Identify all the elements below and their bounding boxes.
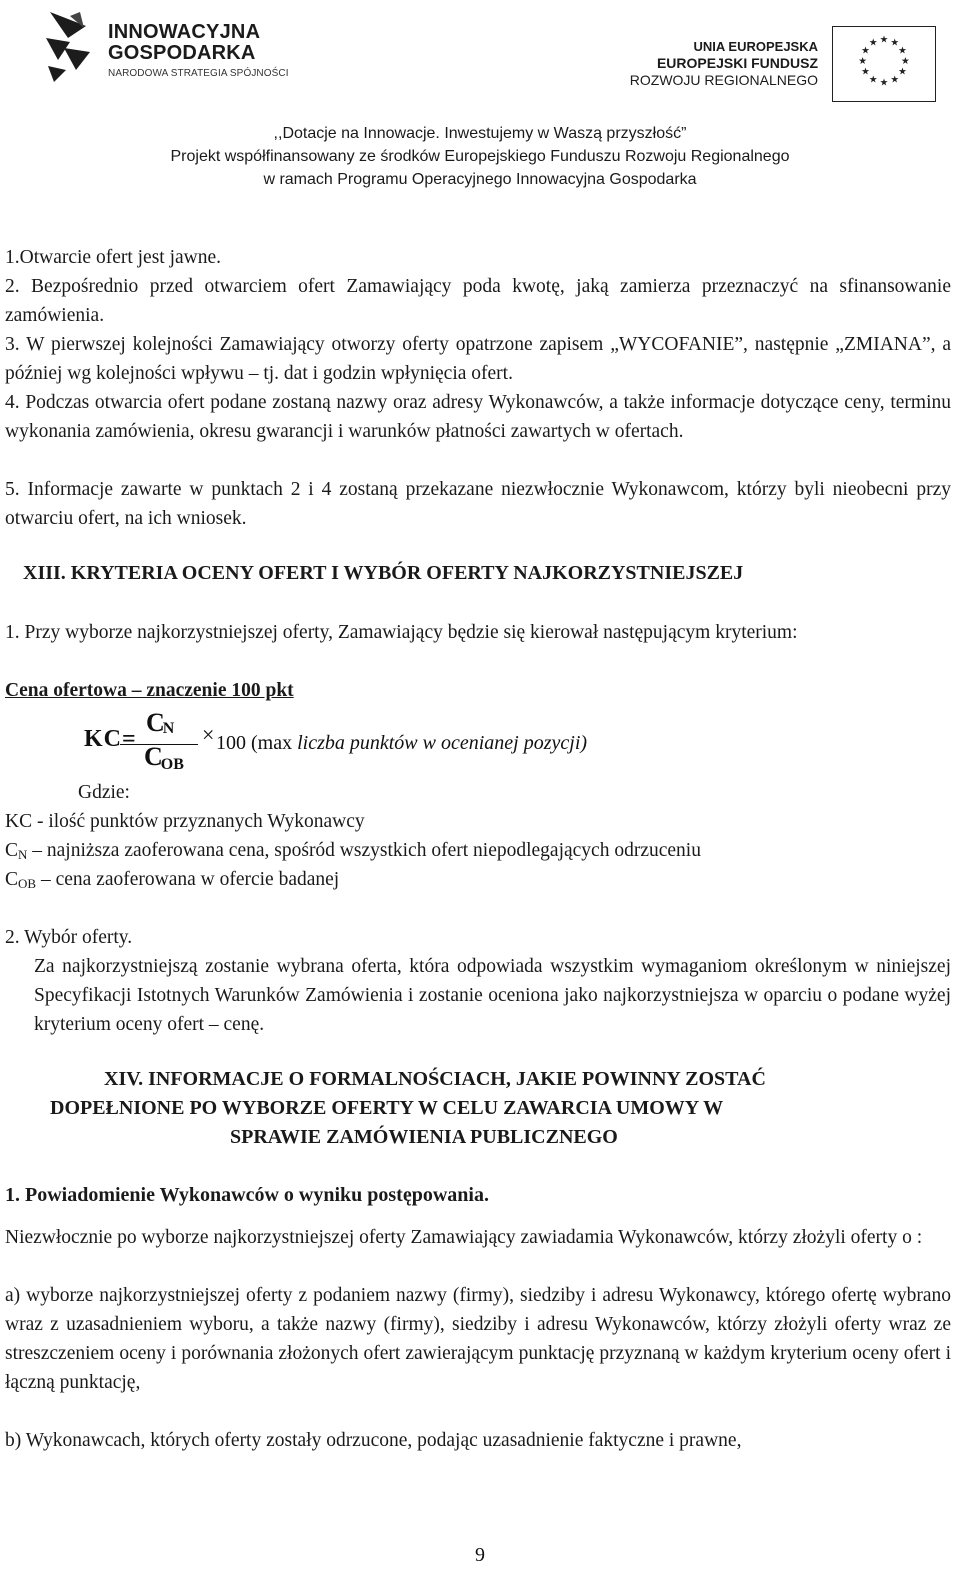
logo-left-line1: INNOWACYJNA bbox=[108, 21, 261, 43]
header-tagline-2: Projekt współfinansowany ze środków Europejskiego Funduszu Rozwoju Regionalnego bbox=[170, 148, 790, 165]
def-cob-text: – cena zaoferowana w ofercie badanej bbox=[36, 869, 340, 890]
svg-text:★: ★ bbox=[861, 45, 870, 57]
def-cob-sub: OB bbox=[18, 876, 37, 891]
notification-point-a: a) wyborze najkorzystniejszej oferty z podaniem nazwy (firmy), siedziby i adresu Wykonawcy, którego ofertę wybrano wraz z uzasadnieniem wyboru, a także nazwy (firmy), siedziby i adresu Wykonawców, którzy złożyli oferty wraz ze streszczeniem oceny i porównania złożonych ofert zawierającym punktację przyznaną w każdym kryterium oceny ofert i łączną punktację, bbox=[5, 1285, 951, 1393]
eu-logo bbox=[626, 22, 936, 104]
formula-num-sub: N bbox=[162, 720, 175, 737]
formula-den-sub: OB bbox=[160, 756, 184, 773]
offer-selection-text: Za najkorzystniejszą zostanie wybrana oferta, która odpowiada wszystkim wymaganiom określonym w niniejszej Specyfikacji Istotnych Warunków Zamówienia i zostanie oceniona jako najkorzystniejsza w oparciu o podane wyżej kryterium oceny ofert – cenę. bbox=[34, 956, 951, 1035]
header-tagline-1: ,,Dotacje na Innowacje. Inwestujemy w Waszą przyszłość” bbox=[273, 125, 687, 142]
page-number: 9 bbox=[475, 1544, 485, 1566]
svg-text:★: ★ bbox=[890, 37, 900, 49]
criteria-intro: 1. Przy wyborze najkorzystniejszej oferty, Zamawiający będzie się kierował następującym kryterium: bbox=[5, 622, 798, 643]
offer-selection-title: 2. Wybór oferty. bbox=[5, 927, 133, 948]
formula-rest-italic: liczba punktów w ocenianej pozycji) bbox=[297, 732, 588, 754]
section-xiv-heading-line3: SPRAWIE ZAMÓWIENIA PUBLICZNEGO bbox=[230, 1126, 618, 1148]
eu-logo-text bbox=[630, 38, 818, 89]
def-cn-text: – najniższa zaoferowana cena, spośród wszystkich ofert niepodlegających odrzuceniu bbox=[27, 840, 701, 861]
notification-point-b: b) Wykonawcach, których oferty zostały odrzucone, podając uzasadnienie faktyczne i prawne, bbox=[5, 1430, 742, 1451]
formula-den-c: C bbox=[144, 742, 163, 771]
eu-logo-line2: EUROPEJSKI FUNDUSZ bbox=[656, 55, 818, 71]
section-xiii-heading: XIII. KRYTERIA OCENY OFERT I WYBÓR OFERTY NAJKORZYSTNIEJSZEJ bbox=[23, 562, 744, 584]
svg-text:★: ★ bbox=[868, 74, 878, 86]
paragraph-point-2: 2. Bezpośrednio przed otwarciem ofert Zamawiający poda kwotę, jaką zamierza przeznaczyć na sfinansowanie zamówienia. bbox=[5, 276, 951, 326]
logo-left-subtitle: NARODOWA STRATEGIA SPÓJNOŚCI bbox=[108, 68, 289, 79]
def-cob-c: C bbox=[5, 869, 19, 890]
svg-text:★: ★ bbox=[901, 56, 910, 67]
paragraph-point-5: 5. Informacje zawarte w punktach 2 i 4 zostaną przekazane niezwłocznie Wykonawcom, którzy byli nieobecni przy otwarciu ofert, na ich wniosek. bbox=[5, 479, 951, 529]
def-cn-sub: N bbox=[18, 847, 28, 862]
svg-text:★: ★ bbox=[868, 37, 878, 49]
formula-denominator bbox=[144, 742, 184, 774]
formula-num-c: C bbox=[146, 708, 165, 737]
svg-text:★: ★ bbox=[861, 66, 870, 78]
header-tagline-3: w ramach Programu Operacyjnego Innowacyjna Gospodarka bbox=[263, 171, 697, 188]
score-formula bbox=[84, 708, 724, 778]
logo-left-line2: GOSPODARKA bbox=[108, 42, 256, 64]
paragraph-point-3: 3. W pierwszej kolejności Zamawiający otworzy oferty opatrzone zapisem „WYCOFANIE”, następnie „ZMIANA”, a później wg kolejności wpływu – tj. dat i godzin wpłynięcia ofert. bbox=[5, 334, 951, 384]
notification-subheading: 1. Powiadomienie Wykonawców o wyniku postępowania. bbox=[5, 1184, 489, 1206]
svg-text:★: ★ bbox=[898, 66, 907, 78]
definition-cob bbox=[5, 865, 951, 898]
innowacyjna-gospodarka-logo bbox=[40, 8, 289, 88]
section-xiv-heading-line2: DOPEŁNIONE PO WYBORZE OFERTY W CELU ZAWARCIA UMOWY W bbox=[50, 1097, 724, 1119]
formula-rest-plain: 100 (max bbox=[216, 732, 298, 754]
definition-kc: KC - ilość punktów przyznanych Wykonawcy bbox=[5, 811, 365, 832]
formula-times: × bbox=[202, 722, 215, 747]
project-header bbox=[0, 122, 960, 191]
eu-logo-line1: UNIA EUROPEJSKA bbox=[693, 39, 818, 54]
where-label: Gdzie: bbox=[78, 782, 130, 803]
svg-text:★: ★ bbox=[898, 45, 907, 57]
def-cn-c: C bbox=[5, 840, 19, 861]
svg-text:★: ★ bbox=[879, 77, 889, 89]
svg-text:★: ★ bbox=[890, 74, 900, 86]
eu-flag-icon bbox=[832, 26, 936, 102]
paragraph-point-4: 4. Podczas otwarcia ofert podane zostaną nazwy oraz adresy Wykonawców, a także informacje dotyczące ceny, terminu wykonania zamówienia, okresu gwarancji i warunków płatności zawartych w ofertach. bbox=[5, 392, 951, 442]
formula-rest bbox=[216, 732, 587, 755]
logo-left-title bbox=[108, 22, 260, 64]
flag-logo-icon bbox=[40, 8, 96, 84]
formula-numerator bbox=[146, 708, 174, 738]
eu-logo-line3: ROZWOJU REGIONALNEGO bbox=[629, 72, 818, 88]
svg-text:★: ★ bbox=[879, 34, 889, 46]
paragraph-point-1: 1.Otwarcie ofert jest jawne. bbox=[5, 247, 222, 268]
criterion-price: Cena ofertowa – znaczenie 100 pkt bbox=[5, 680, 294, 701]
notification-intro: Niezwłocznie po wyborze najkorzystniejszej oferty Zamawiający zawiadamia Wykonawców, którzy złożyli oferty o : bbox=[5, 1227, 923, 1248]
section-xiv-heading-line1: XIV. INFORMACJE O FORMALNOŚCIACH, JAKIE POWINNY ZOSTAĆ bbox=[104, 1068, 766, 1090]
svg-text:★: ★ bbox=[858, 56, 867, 67]
formula-kc: KC= bbox=[84, 726, 137, 752]
